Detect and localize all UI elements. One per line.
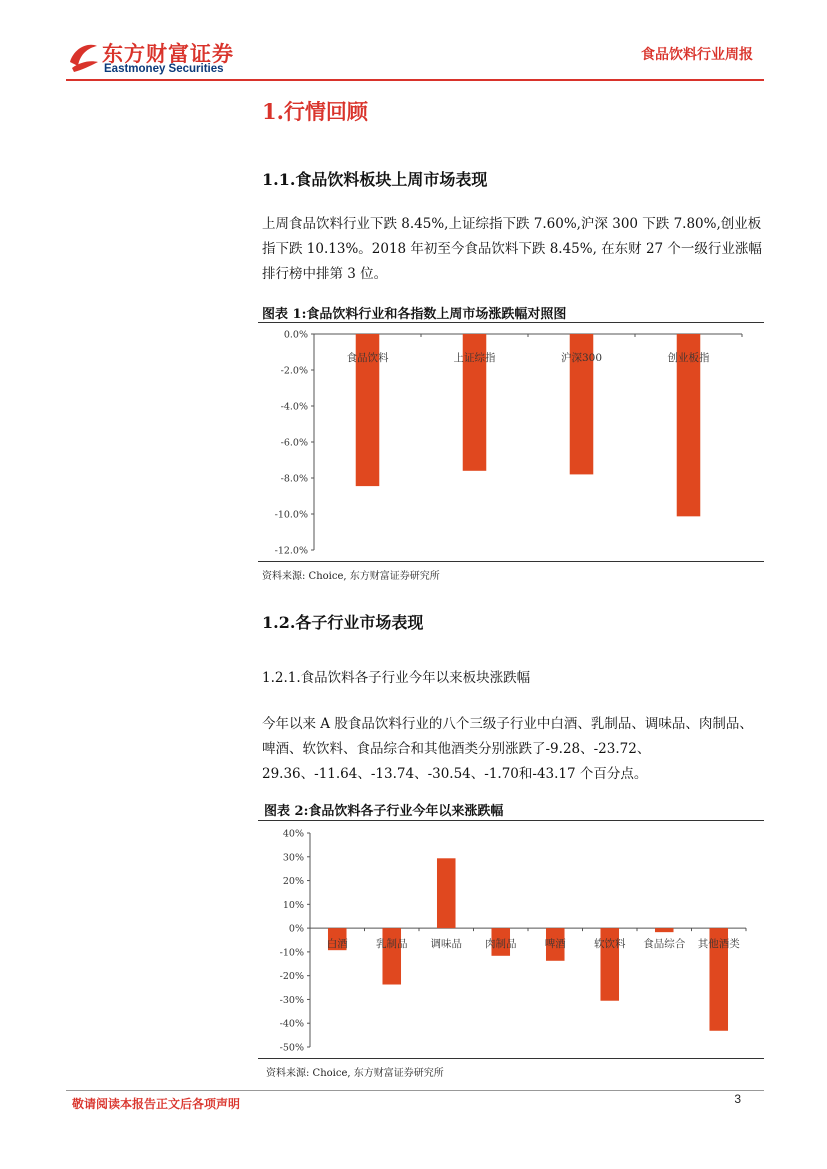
market-summary-paragraph: 上周食品饮料行业下跌 8.45%,上证综指下跌 7.60%,沪深 300 下跌 7.80%,创业板指下跌 10.13%。2018 年初至今食品饮料下跌 8.45%, 在东财 27 个一级行业涨幅排行榜中排第 3 位。 <box>262 216 762 282</box>
company-logo <box>66 38 241 78</box>
footer-rule <box>66 1090 764 1091</box>
y-tick-label: -50% <box>279 1042 304 1054</box>
y-tick-label: -20% <box>279 971 304 983</box>
report-title: 食品饮料行业周报 <box>641 47 753 63</box>
category-label: 肉制品 <box>485 938 517 951</box>
category-label: 白酒 <box>326 938 348 951</box>
figure2-top-rule <box>258 820 764 821</box>
category-label: 软饮料 <box>594 938 626 951</box>
y-tick-label: -10.0% <box>274 509 308 521</box>
bar <box>655 928 674 932</box>
figure1-title: 图表 1:食品饮料行业和各指数上周市场涨跌幅对照图 <box>262 307 567 322</box>
category-label: 食品饮料 <box>346 352 389 364</box>
figure2-title: 图表 2:食品饮料各子行业今年以来涨跌幅 <box>264 804 504 819</box>
y-tick-label: -4.0% <box>280 401 308 413</box>
bar <box>437 858 456 928</box>
y-tick-label: -40% <box>279 1018 304 1030</box>
y-tick-label: -8.0% <box>280 473 308 485</box>
header-rule <box>66 79 764 81</box>
figure2-bar-chart <box>258 822 764 1056</box>
subsection-heading: 1.1.食品饮料板块上周市场表现 <box>262 170 488 189</box>
y-tick-label: -2.0% <box>280 365 308 377</box>
figure1-top-rule <box>258 322 764 323</box>
category-label: 上证综指 <box>453 352 496 364</box>
subindustry-paragraph: 今年以来 A 股食品饮料行业的八个三级子行业中白酒、乳制品、调味品、肉制品、啤酒、软饮料、食品综合和其他酒类分别涨跌了-9.28、-23.72、29.36、-11.64、-13.74、-30.54、-1.70和-43.17 个百分点。 <box>262 716 753 782</box>
subsection-heading: 1.2.各子行业市场表现 <box>262 613 424 632</box>
category-label: 乳制品 <box>376 938 408 951</box>
y-tick-label: 40% <box>282 828 304 840</box>
logo-english-name: Eastmoney Securities <box>104 63 224 75</box>
figure2-source: 资料来源: Choice, 东方财富证券研究所 <box>266 1068 444 1079</box>
section-heading: 1.行情回顾 <box>262 99 368 124</box>
category-label: 啤酒 <box>544 938 566 951</box>
category-label: 创业板指 <box>667 352 710 364</box>
figure1-bottom-rule <box>258 561 764 562</box>
bar <box>382 928 401 984</box>
eastmoney-logo-icon <box>66 40 100 74</box>
y-tick-label: -10% <box>279 947 304 959</box>
y-tick-label: 0.0% <box>283 329 308 341</box>
page-number: 3 <box>734 1092 741 1106</box>
figure2-bottom-rule <box>258 1058 764 1059</box>
figure1-source: 资料来源: Choice, 东方财富证券研究所 <box>262 571 440 582</box>
category-label: 沪深300 <box>560 352 603 364</box>
y-tick-label: 10% <box>282 899 304 911</box>
y-tick-label: -6.0% <box>280 437 308 449</box>
disclaimer-note: 敬请阅读本报告正文后各项声明 <box>72 1097 241 1111</box>
category-label: 其他酒类 <box>697 938 740 951</box>
y-tick-label: 20% <box>282 876 304 888</box>
y-tick-label: -12.0% <box>274 545 308 557</box>
figure1-bar-chart <box>258 324 764 560</box>
subsubsection-heading: 1.2.1.食品饮料各子行业今年以来板块涨跌幅 <box>262 670 531 686</box>
y-tick-label: -30% <box>279 994 304 1006</box>
logo-chinese-name: 东方财富证券 <box>102 42 234 66</box>
category-label: 调味品 <box>430 938 462 951</box>
y-tick-label: 30% <box>282 852 304 864</box>
category-label: 食品综合 <box>643 938 686 951</box>
y-tick-label: 0% <box>288 923 304 935</box>
